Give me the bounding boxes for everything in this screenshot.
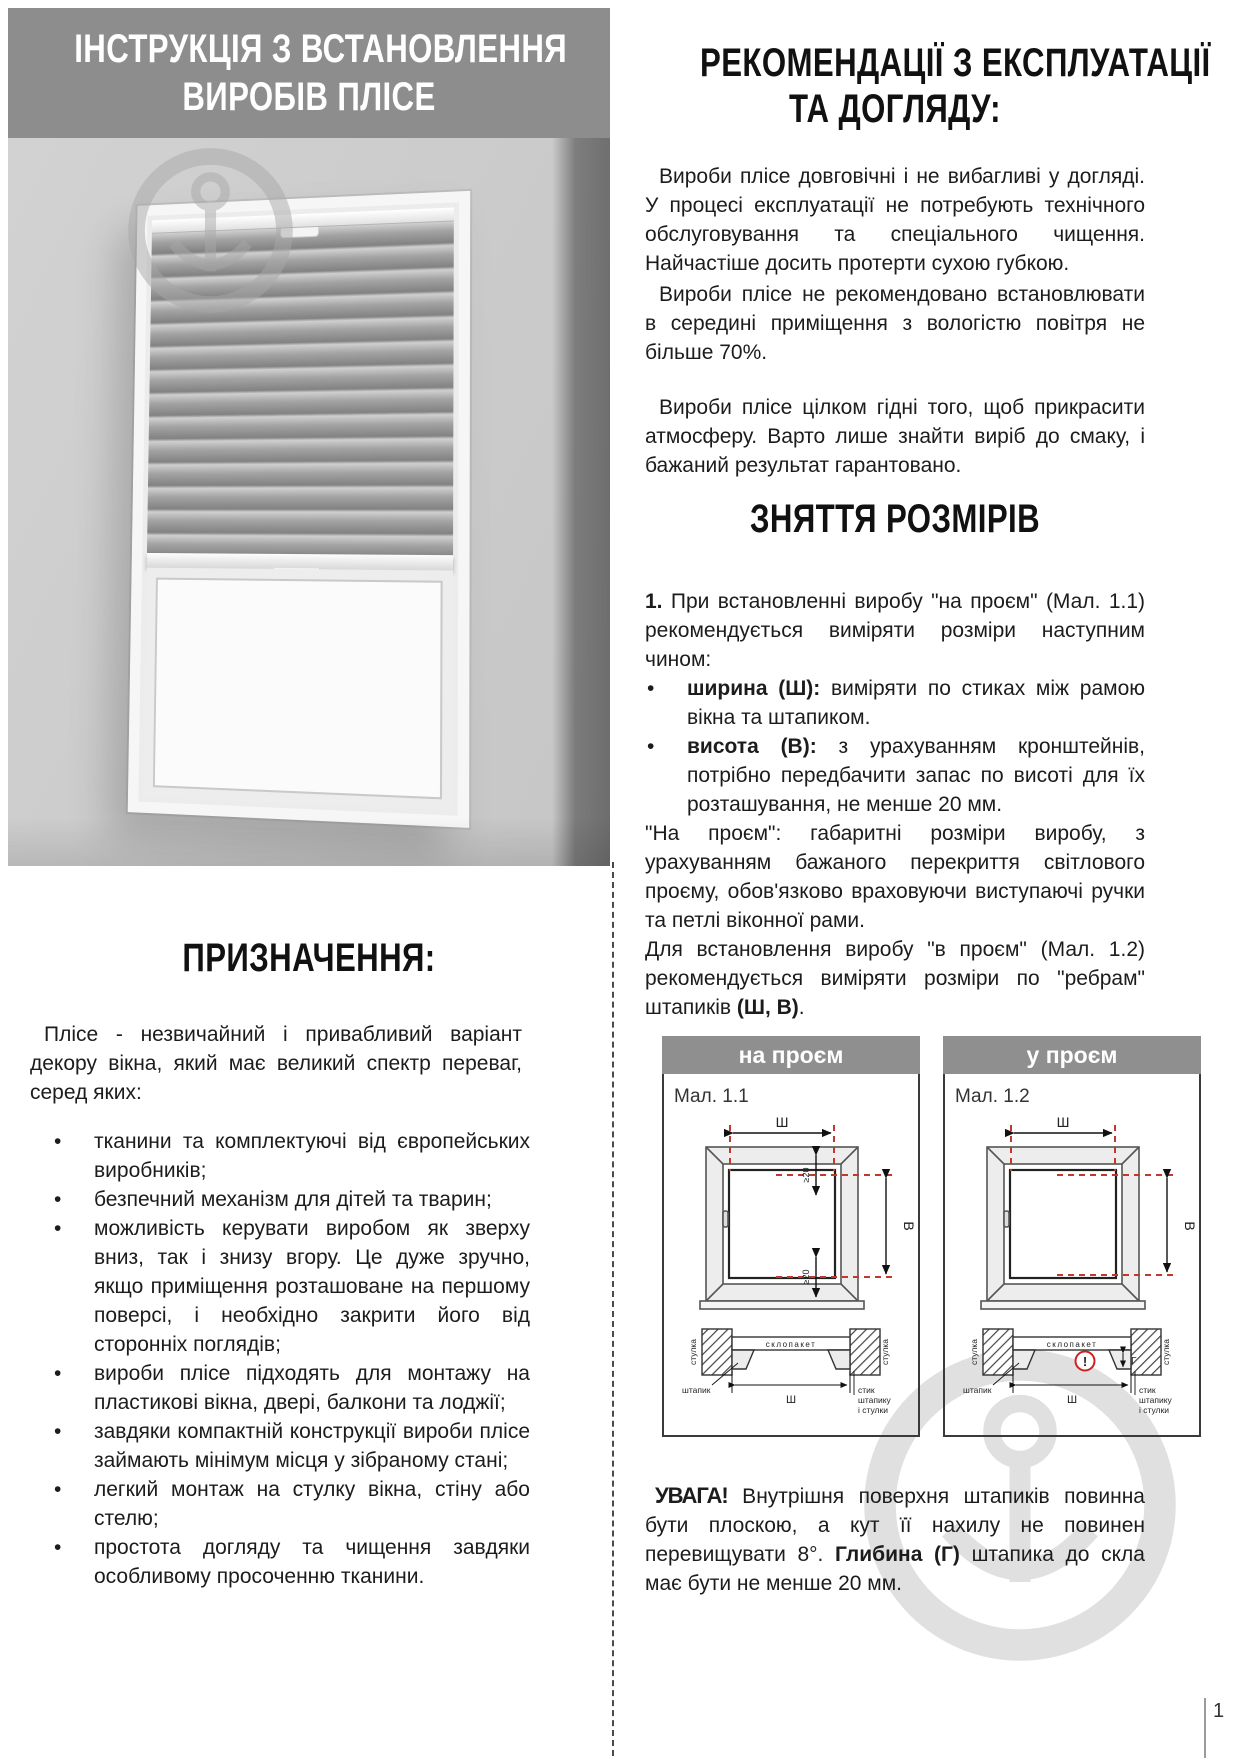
on-opening-paragraph: "На проєм": габаритні розміри виробу, з урахуванням бажаного перекриття світлового проєму, обов'язково враховуючи виступаючі ручки та петлі віконної рами. [645, 822, 1145, 932]
depth-label: Г [1131, 1356, 1137, 1367]
panel-in-opening-body [943, 1074, 1201, 1437]
glass-unit-label: склопакет [765, 1340, 817, 1349]
care-paragraph-1: Вироби плісе довговічні і не вибагливі у догляді. У процесі експлуатації не потребують технічного обслуговування та спеціального чищення. Найчастіше досить протерти сухою губкою. [645, 165, 1145, 275]
panel-on-opening [662, 1036, 920, 1437]
window-frame [700, 1147, 864, 1309]
width-dim-label: Ш [775, 1114, 789, 1130]
attention-label: УВАГА! [655, 1483, 728, 1508]
list-item: • легкий монтаж на стулку вікна, стіну або стелю; [38, 1475, 530, 1533]
section-shapes [702, 1329, 880, 1375]
panel-on-opening-body [662, 1074, 920, 1437]
list-item: • простота догляду та чищення завдяки особливому просоченню тканини. [38, 1533, 530, 1591]
panel-in-opening [943, 1036, 1201, 1437]
column-divider [612, 862, 614, 1756]
purpose-heading [8, 936, 610, 980]
width-definition: виміряти по стиках між рамою вікна та штапиком. [687, 677, 1145, 729]
sh-v-bold: (Ш, В) [736, 996, 799, 1019]
height-dim-label: В [901, 1221, 916, 1231]
purpose-list [38, 1127, 530, 1591]
list-item: • завдяки компактній конструкції вироби плісе займають мінімум місця у зібраному стані; [38, 1417, 530, 1475]
step1-text: При встановленні виробу "на проєм" (Мал. 1.1) рекомендується виміряти розміри наступним чином: [645, 590, 1145, 671]
section-shapes [983, 1329, 1161, 1375]
in-opening-paragraph [645, 935, 1145, 1022]
sash-left-label: стулка [688, 1339, 698, 1365]
list-item: • безпечний механізм для дітей та тварин; [38, 1185, 530, 1214]
attention-depth-bold: Глибина (Г) [835, 1543, 960, 1566]
sash-left-label: стулка [969, 1339, 979, 1365]
height-term: висота (В): [687, 735, 817, 758]
figure-label: Мал. 1.1 [674, 1086, 749, 1107]
page-number: 1 [1213, 1700, 1225, 1722]
sizes-heading-text: ЗНЯТТЯ РОЗМІРІВ [749, 497, 1041, 541]
window-measure-diagram-1 [666, 1111, 916, 1313]
list-item: • можливість керувати виробом як зверху вниз, так і знизу вгору. Це дуже зручно, якщо приміщення розташоване на першому поверсі, і необхідно закрити його від сторонніх поглядів; [38, 1214, 530, 1359]
attention-paragraph [645, 1481, 1145, 1598]
sizes-heading [645, 496, 1145, 542]
list-item: • вироби плісе підходять для монтажу на пластикові вікна, двері, балкони та лоджії; [38, 1359, 530, 1417]
blind-photo [8, 138, 610, 866]
sash-right-label: стулка [1161, 1339, 1171, 1365]
joint-label-1: стик [858, 1385, 875, 1395]
purpose-intro: Плісе - незвичайний і привабливий варіант декору вікна, який має великий спектр переваг, серед яких: [30, 1023, 522, 1104]
offset-bottom-label: ≥20 [801, 1269, 811, 1285]
left-column [8, 866, 610, 1591]
measure-list [645, 674, 1145, 819]
figure-panels [662, 1036, 1197, 1437]
left-header-band [8, 8, 610, 138]
joint-label-2: штапику [1139, 1395, 1172, 1405]
window-with-pleated-blind [128, 191, 471, 828]
care-paragraph-2: Вироби плісе не рекомендовано встановлювати в середині приміщення з вологістю повітря не більше 70%. [645, 283, 1145, 364]
bead-label: штапик [963, 1385, 992, 1395]
width-dim-label: Ш [1056, 1114, 1070, 1130]
step1-paragraph [645, 587, 1145, 674]
window-glass [143, 568, 453, 811]
bead-section-diagram-1 [666, 1321, 916, 1425]
attention-text-a: Внутрішня поверхня штапиків повинна бути плоскою, а кут її нахилу не повинен перевищувати 8°. [645, 1485, 1145, 1566]
panel-in-opening-header: у проєм [943, 1036, 1201, 1074]
joint-label-3: і стулки [858, 1405, 888, 1415]
purpose-heading-text: ПРИЗНАЧЕННЯ: [182, 936, 436, 980]
figure-label: Мал. 1.2 [955, 1086, 1030, 1107]
list-item [645, 674, 1145, 732]
bead-label: штапик [682, 1385, 711, 1395]
band-title-line1: ІНСТРУКЦІЯ З ВСТАНОВЛЕННЯ [74, 27, 568, 71]
section-width-label: Ш [1066, 1394, 1078, 1406]
care-title-line1: РЕКОМЕНДАЦІЇ З ЕКСПЛУАТАЦІЇ [700, 41, 1211, 85]
sash-right-label: стулка [880, 1339, 890, 1365]
window-measure-diagram-2 [947, 1111, 1197, 1313]
list-item: • тканини та комплектуючі від європейських виробників; [38, 1127, 530, 1185]
care-title [645, 40, 1211, 132]
in-opening-period: . [798, 996, 805, 1019]
wall-shadow [552, 138, 610, 866]
step1-number: 1. [645, 590, 663, 613]
band-title-line2: ВИРОБІВ ПЛІСЕ [182, 75, 436, 119]
in-opening-text: Для встановлення виробу "в проєм" (Мал. 1.2) рекомендується виміряти розміри по "ребрам" штапиків [645, 938, 1145, 1019]
attention-text-b: штапика до скла має бути не менше 20 мм. [645, 1543, 1145, 1595]
joint-label-2: штапику [858, 1395, 891, 1405]
blind-top-handle [280, 227, 319, 238]
offset-top-label: ≥20 [801, 1167, 811, 1183]
height-definition: з урахуванням кронштейнів, потрібно передбачити запас по висоті для їх розташування, не менше 20 мм. [687, 735, 1145, 816]
warning-exclamation: ! [1082, 1354, 1088, 1369]
glass-unit-label: склопакет [1046, 1340, 1098, 1349]
page-number-rule [1204, 1698, 1206, 1758]
joint-label-1: стик [1139, 1385, 1156, 1395]
height-dim-label: В [1182, 1221, 1197, 1231]
care-paragraph-3: Вироби плісе цілком гідні того, щоб прикрасити атмосферу. Варто лише знайти виріб до смаку, і бажаний результат гарантовано. [645, 396, 1145, 477]
width-term: ширина (Ш): [687, 677, 821, 700]
panel-on-opening-header: на проєм [662, 1036, 920, 1074]
list-item [645, 732, 1145, 819]
window-frame [981, 1147, 1145, 1309]
bead-section-diagram-2 [947, 1321, 1197, 1425]
pleated-blind [147, 221, 454, 555]
section-width-label: Ш [785, 1394, 797, 1406]
care-title-line2: ТА ДОГЛЯДУ: [789, 87, 1001, 131]
right-column [645, 40, 1211, 1598]
joint-label-3: і стулки [1139, 1405, 1169, 1415]
